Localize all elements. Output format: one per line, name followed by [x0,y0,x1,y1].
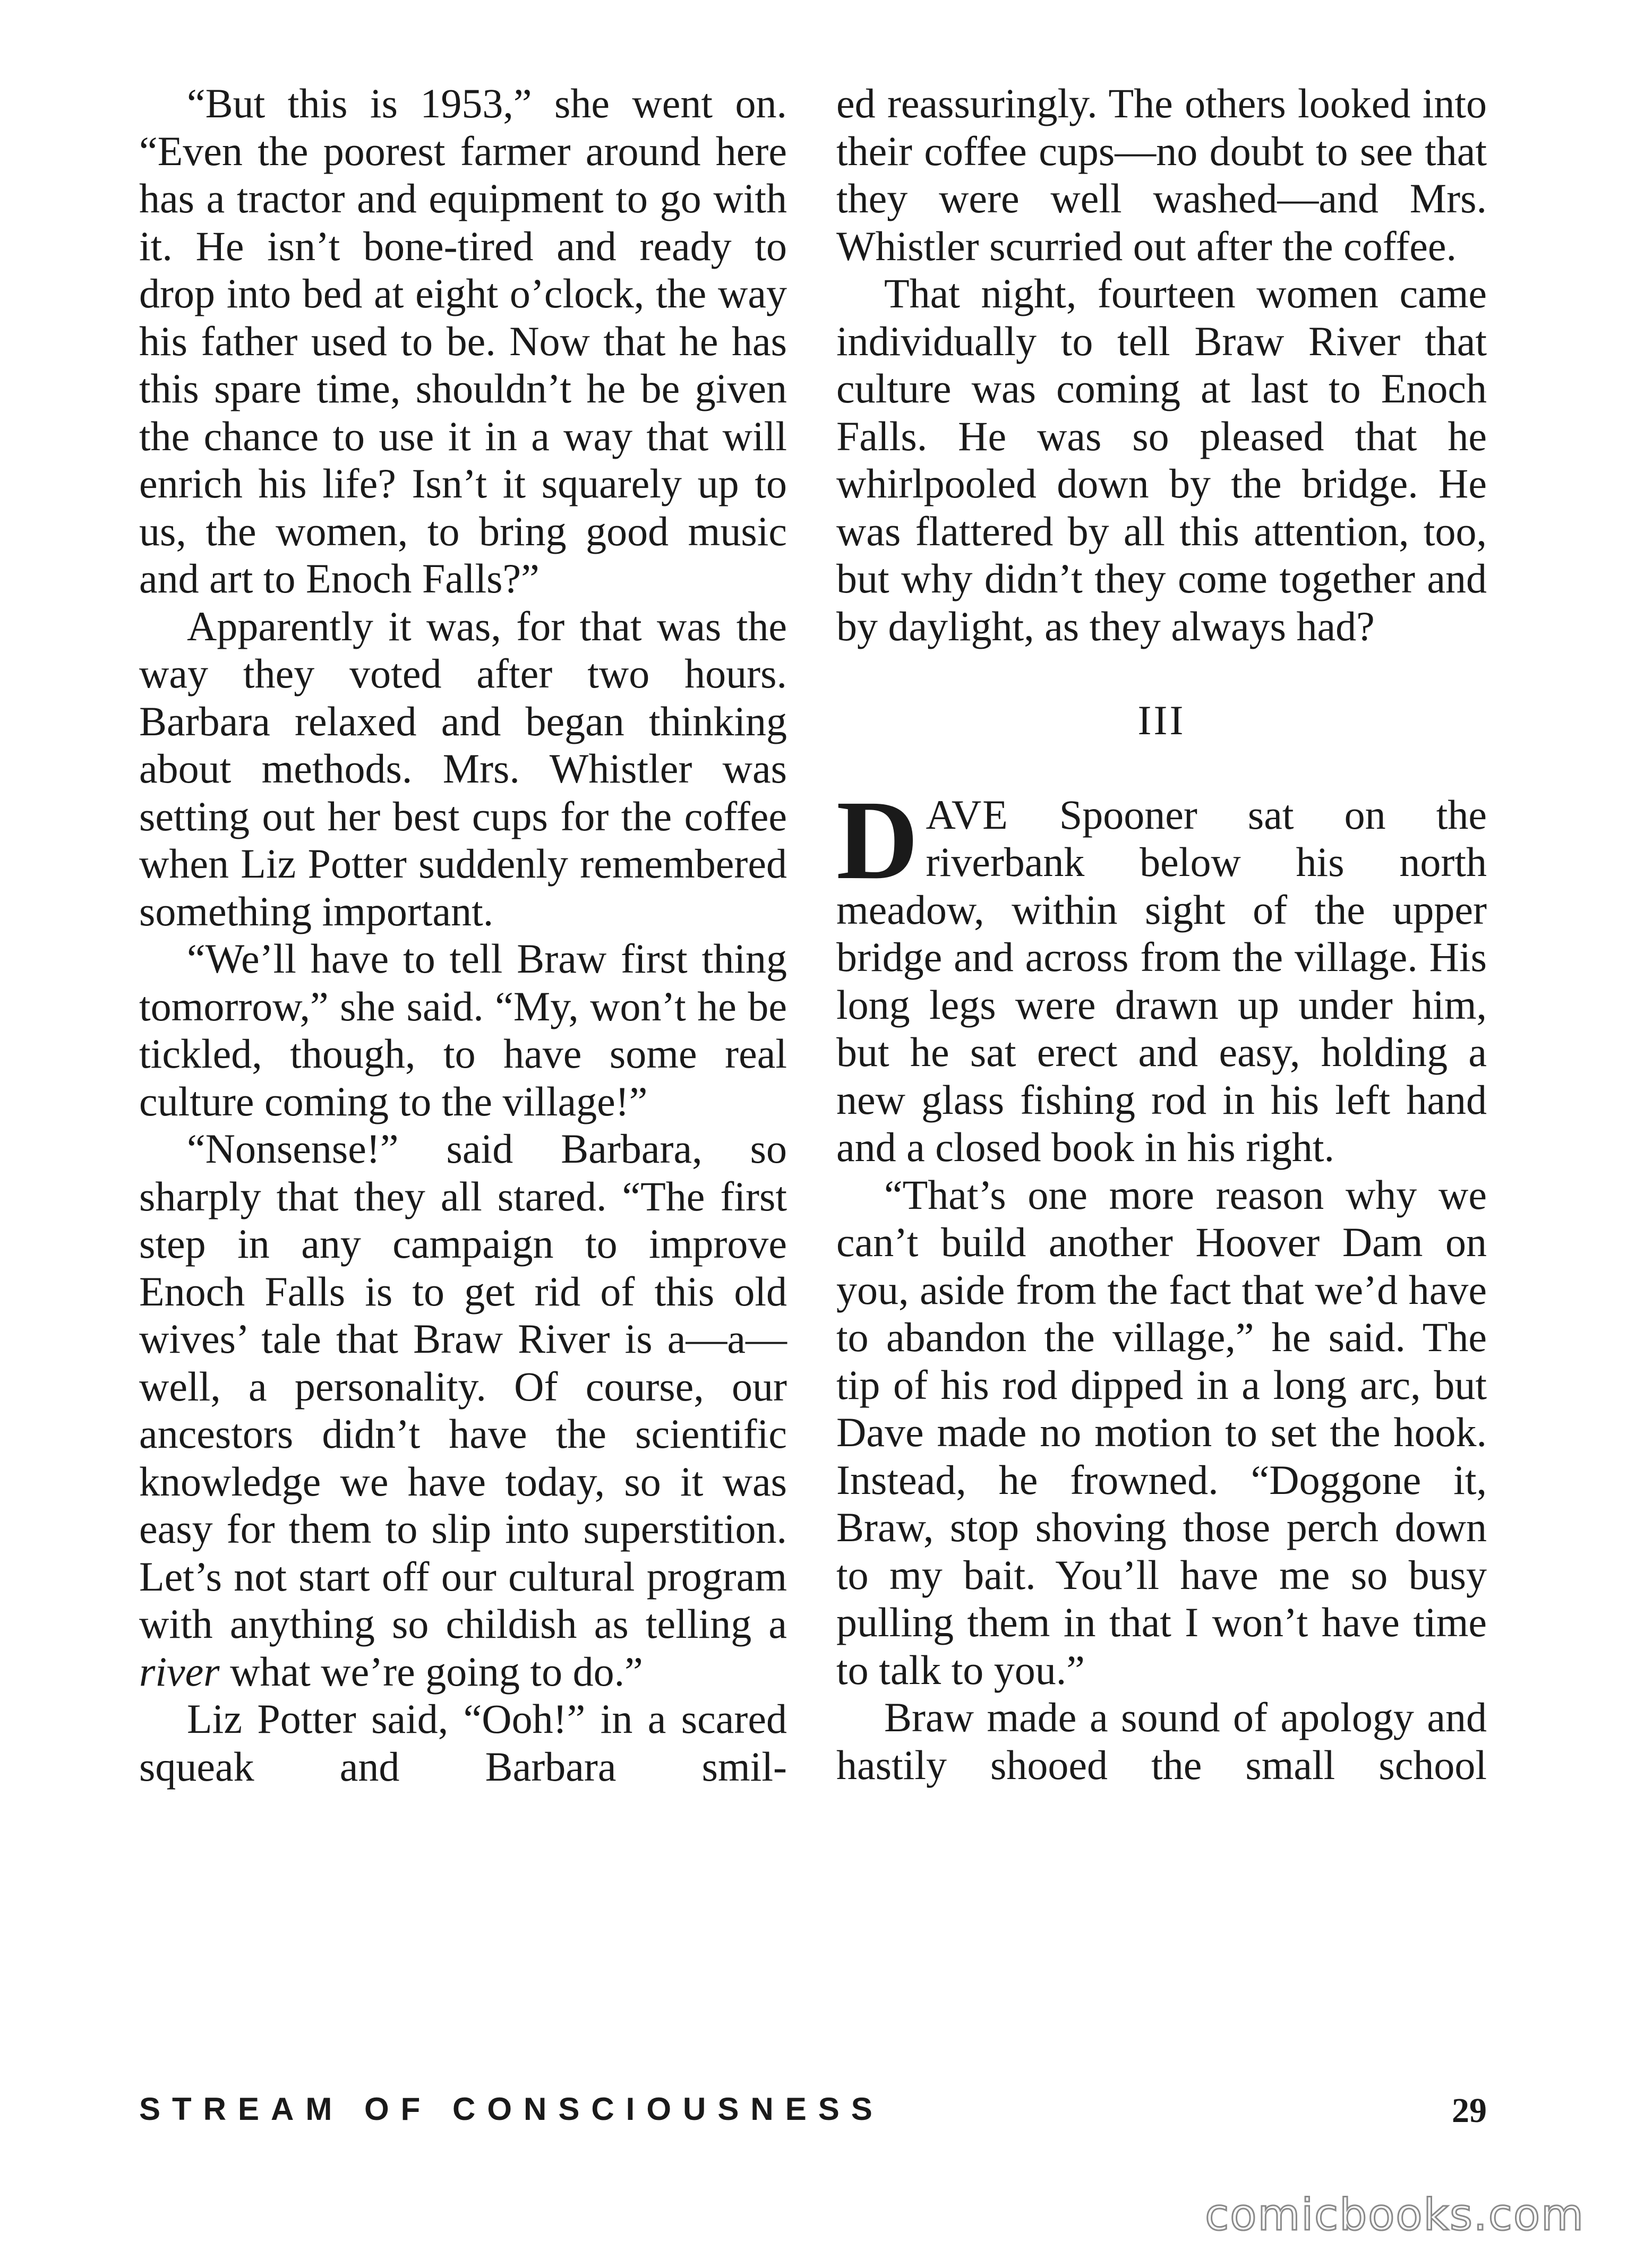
watermark-logo: comicbooks.com [1205,2190,1585,2240]
paragraph-4 [139,1125,787,1695]
paragraph-continued: ed reassuringly. The others looked into their coffee cups—no doubt to see that they were well washed—and Mrs. Whistler scurried out after the coffee. [836,80,1487,269]
paragraph-braw-apology: Braw made a sound of apology and hastily shooed the small school [836,1694,1487,1788]
paragraph-4-text: “Nonsense!” said Barbara, so sharply that they all stared. “The first step in any campaign to improve Enoch Falls is to get rid of this old wives’ tale that Braw River is a—a—well, a personality. Of course, our ancestors didn’t have the scientific knowledge we have today, so it was easy for them to slip into superstition. Let’s not start off our cultural program with anything so childish as telling a [139,1126,787,1647]
small-caps-lead: AVE [926,791,1009,838]
paragraph-that-night: That night, fourteen women came individually to tell Braw River that culture was coming at last to Enoch Falls. He was so pleased that he whirlpooled down by the bridge. He was flattered by all this attention, too, but why didn’t they come together and by daylight, as they always had? [836,270,1487,649]
left-column [139,80,787,1790]
page-number: 29 [1452,2091,1487,2130]
running-title: STREAM OF CONSCIOUSNESS [139,2091,884,2127]
paragraph-2: Apparently it was, for that was the way they voted after two hours. Barbara relaxed and began thinking about methods. Mrs. Whistler was setting out her best cups for the coffee when Liz Potter suddenly remembered something important. [139,603,787,934]
running-footer [139,2091,1487,2133]
paragraph-4-end: what we’re going to do.” [219,1648,643,1695]
italic-word: river [139,1648,220,1695]
paragraph-hoover-dam: “That’s one more reason why we can’t build another Hoover Dam on you, aside from the fact that we’d have to abandon the village,” he said. The tip of his rod dipped in a long arc, but Dave made no motion to set the hook. Instead, he frowned. “Doggone it, Braw, stop shoving those perch down to my bait. You’ll have me so busy pulling them in that I won’t have time to talk to you.” [836,1171,1487,1693]
paragraph-1: “But this is 1953,” she went on. “Even the poorest farmer around here has a tractor and equipment to go with it. He isn’t bone-tired and ready to drop into bed at eight o’clock, the way his father used to be. Now that he has this spare time, shouldn’t he be given the chance to use it in a way that will enrich his life? Isn’t it squarely up to us, the women, to bring good music and art to Enoch Falls?” [139,80,787,602]
right-column [836,80,1487,1789]
drop-cap: D [836,777,919,903]
paragraph-3: “We’ll have to tell Braw first thing tomorrow,” she said. “My, won’t he be tickled, though, to have some real culture coming to the village!” [139,935,787,1124]
paragraph-dave-text: Spooner sat on the riverbank below his north meadow, within sight of the upper bridge and across from the village. His long legs were drawn up under him, but he sat erect and easy, holding a new glass fishing rod in his left hand and a closed book in his right. [836,791,1487,1170]
paragraph-5: Liz Potter said, “Ooh!” in a scared squeak and Barbara smil- [139,1696,787,1790]
paragraph-dave-spooner [836,777,1487,1171]
section-number: III [1137,697,1186,743]
